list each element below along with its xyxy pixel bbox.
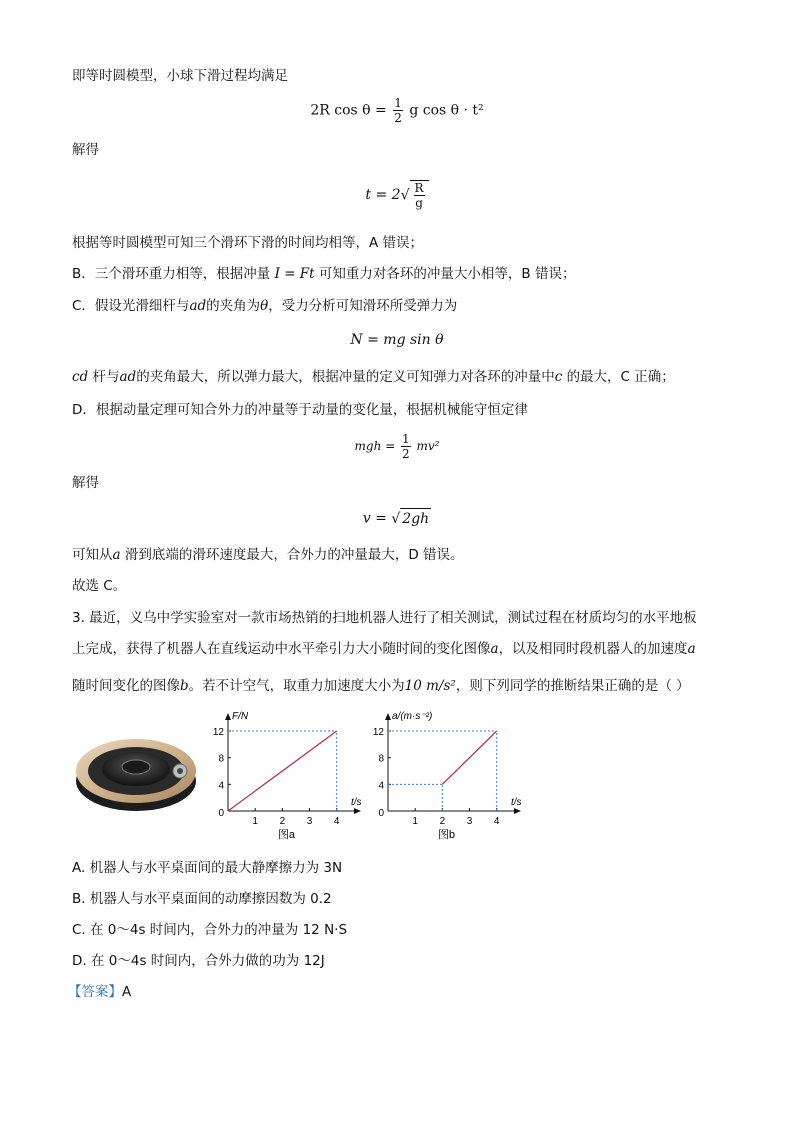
y-axis-arrow: [385, 713, 391, 720]
equation-normal-force: N = mg sin θ: [350, 332, 444, 348]
solution-text-line: 故选 C。: [72, 578, 127, 594]
x-tick-label: 3: [466, 816, 473, 827]
question-text-line: 随时间变化的图像b。若不计空气，取重力加速度大小为10 m/s²，则下列同学的推断结果正确的是（ ）: [72, 678, 690, 694]
equation-energy-conservation: mgh = $\frac{1}{2}$ mv²: [354, 432, 440, 461]
solution-text-line: cd 杆与ad的夹角最大，所以弹力最大，根据冲量的定义可知弹力对各环的冲量中c 的最大，C 正确；: [72, 369, 675, 385]
solution-text-line: 可知从a 滑到底端的滑环速度最大，合外力的冲量最大，D 错误。: [72, 547, 464, 563]
y-tick-label: 4: [218, 780, 224, 792]
equation-time-result: t = 2√ $\frac{R}{g}$: [0, 180, 794, 210]
origin-label: 0: [378, 808, 384, 819]
y-axis-label: F/N: [232, 711, 249, 722]
y-axis-label: a/(m·s⁻²): [392, 711, 433, 722]
x-tick-label: 1: [252, 816, 258, 827]
solution-text-line: 解得: [72, 142, 99, 158]
option-c: C. 在 0～4s 时间内，合外力的冲量为 12 N·S: [72, 922, 348, 938]
x-axis-arrow: [514, 808, 521, 814]
question-text-line: 上完成，获得了机器人在直线运动中水平牵引力大小随时间的变化图像a，以及相同时段机器人的加速度a: [72, 641, 696, 657]
chart-figure-a: [210, 708, 375, 848]
question-text-line: 3. 最近，义乌中学实验室对一款市场热销的扫地机器人进行了相关测试，测试过程在材质均匀的水平地板: [72, 610, 697, 626]
solution-text-line: 根据等时圆模型可知三个滑环下滑的时间均相等，A 错误；: [72, 235, 424, 251]
option-d: D. 在 0～4s 时间内，合外力做的功为 12J: [72, 953, 325, 969]
solution-text-line: B．三个滑环重力相等，根据冲量 I = Ft 可知重力对各环的冲量大小相等，B 错误；: [72, 266, 576, 282]
x-tick-label: 4: [333, 816, 340, 827]
series-line: [228, 731, 337, 811]
answer-tag: 【答案】: [68, 984, 122, 1000]
answer-line: [68, 982, 131, 1002]
y-tick-label: 8: [378, 753, 384, 765]
solution-text-line: D．根据动量定理可知合外力的冲量等于动量的变化量，根据机械能守恒定律: [72, 402, 528, 418]
origin-label: 0: [218, 808, 224, 819]
x-tick-label: 2: [279, 816, 286, 827]
chart-title: 图a: [277, 829, 296, 841]
x-axis-label: t/s: [351, 797, 362, 808]
chart-title: 图b: [437, 829, 456, 841]
option-b: B. 机器人与水平桌面间的动摩擦因数为 0.2: [72, 891, 332, 907]
solution-text-line: C．假设光滑细杆与ad的夹角为θ，受力分析可知滑环所受弹力为: [72, 298, 458, 314]
y-axis-arrow: [225, 713, 231, 720]
y-tick-label: 12: [372, 727, 384, 738]
x-tick-label: 3: [306, 816, 313, 827]
x-tick-label: 1: [412, 816, 418, 827]
x-tick-label: 2: [439, 816, 446, 827]
solution-text-line: 解得: [72, 475, 99, 491]
equation-time-circle: 2R cos θ = $\frac{1}{2}$ g cos θ · t²: [310, 96, 484, 125]
solution-text-line: 即等时圆模型，小球下滑过程均满足: [72, 68, 288, 84]
chart-figure-b: [360, 708, 535, 848]
y-tick-label: 8: [218, 753, 224, 765]
answer-value: A: [122, 984, 132, 1000]
robot-vacuum-image: [72, 725, 200, 817]
series-line: [442, 731, 496, 784]
x-axis-label: t/s: [511, 797, 522, 808]
option-a: A. 机器人与水平桌面间的最大静摩擦力为 3N: [72, 860, 343, 876]
y-tick-label: 12: [212, 727, 224, 738]
x-tick-label: 4: [493, 816, 500, 827]
y-tick-label: 4: [378, 780, 384, 792]
equation-velocity: v = √ 2gh: [0, 508, 794, 529]
